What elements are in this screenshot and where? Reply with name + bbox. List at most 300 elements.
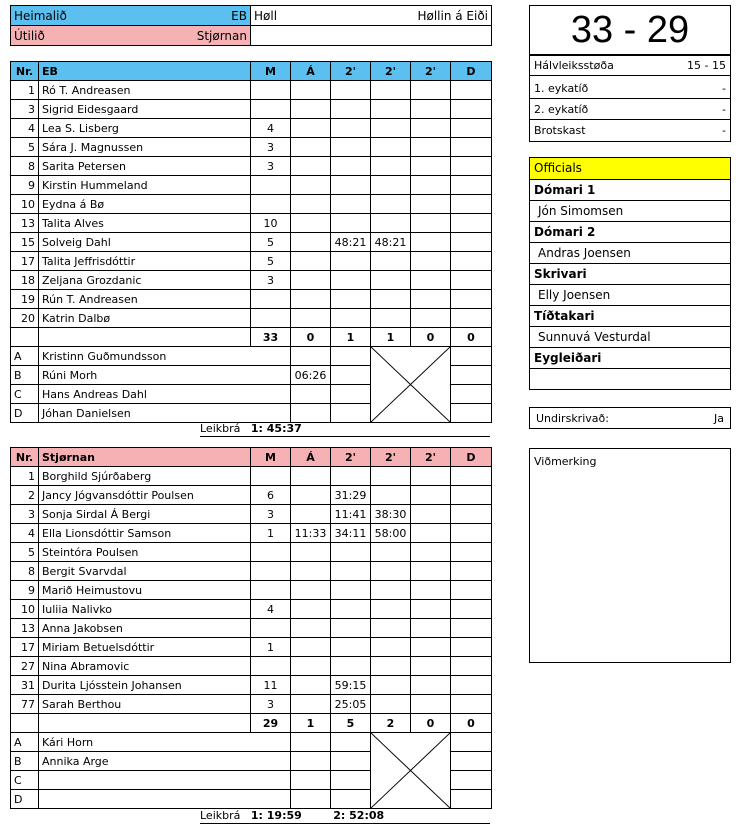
- away-team-table: [10, 447, 492, 809]
- signature-label: Undirskrivað:: [536, 411, 609, 425]
- official-name: Kristinn Guðmundsson: [39, 347, 291, 366]
- player-a: [291, 619, 331, 638]
- player-s3: [411, 81, 451, 100]
- player-row: [11, 486, 492, 505]
- player-s3: [411, 543, 451, 562]
- player-a: [291, 638, 331, 657]
- player-d: [451, 100, 492, 119]
- player-d: [451, 581, 492, 600]
- player-s2: [371, 252, 411, 271]
- player-s2: [371, 600, 411, 619]
- player-m: [251, 467, 291, 486]
- player-s2: [371, 486, 411, 505]
- total-a: 0: [291, 328, 331, 347]
- totals-blank: [11, 714, 39, 733]
- player-m: 3: [251, 505, 291, 524]
- col-nr: Nr.: [11, 448, 39, 467]
- player-name: Solveig Dahl: [39, 233, 251, 252]
- referee-role: Eygleiðari: [530, 348, 730, 369]
- player-d: [451, 195, 492, 214]
- player-s1: [331, 100, 371, 119]
- player-s3: [411, 619, 451, 638]
- player-m: 4: [251, 119, 291, 138]
- player-number: 9: [11, 581, 39, 600]
- player-name: Eydna á Bø: [39, 195, 251, 214]
- player-row: [11, 195, 492, 214]
- ot2-score: -: [722, 102, 726, 116]
- player-name: Bergit Svarvdal: [39, 562, 251, 581]
- player-s3: [411, 176, 451, 195]
- player-s1: [331, 157, 371, 176]
- player-a: [291, 233, 331, 252]
- referee-role: Tíðtakari: [530, 306, 730, 327]
- player-s1: [331, 543, 371, 562]
- player-name: Sarita Petersen: [39, 157, 251, 176]
- player-s1: 59:15: [331, 676, 371, 695]
- player-s1: 11:41: [331, 505, 371, 524]
- signature-box: [529, 407, 731, 429]
- referee-name: Andras Joensen: [530, 243, 730, 264]
- col-header: 2': [371, 62, 411, 81]
- player-d: [451, 524, 492, 543]
- player-m: [251, 100, 291, 119]
- official-a: [291, 790, 331, 809]
- referee-name: Sunnuvá Vesturdal: [530, 327, 730, 348]
- col-header: D: [451, 62, 492, 81]
- player-number: 13: [11, 619, 39, 638]
- player-m: [251, 619, 291, 638]
- player-name: Zeljana Grozdanic: [39, 271, 251, 290]
- player-a: [291, 695, 331, 714]
- player-number: 10: [11, 195, 39, 214]
- official-blank: [331, 385, 371, 404]
- player-name: Nina Abramovic: [39, 657, 251, 676]
- player-name: Kirstin Hummeland: [39, 176, 251, 195]
- player-d: [451, 486, 492, 505]
- player-s2: [371, 619, 411, 638]
- player-number: 5: [11, 138, 39, 157]
- player-d: [451, 252, 492, 271]
- away-timeout-2: 2: 52:08: [333, 809, 385, 822]
- referee-role: Skrivari: [530, 264, 730, 285]
- col-header: 2': [331, 448, 371, 467]
- match-info: [10, 5, 491, 46]
- player-s1: 34:11: [331, 524, 371, 543]
- player-s3: [411, 562, 451, 581]
- player-name: Iuliia Nalivko: [39, 600, 251, 619]
- official-code: D: [11, 790, 39, 809]
- player-m: [251, 543, 291, 562]
- player-m: [251, 81, 291, 100]
- player-row: [11, 138, 492, 157]
- official-blank: [451, 366, 492, 385]
- player-row: [11, 157, 492, 176]
- official-a: [291, 752, 331, 771]
- halftime-score: 15 - 15: [687, 59, 726, 72]
- player-number: 27: [11, 657, 39, 676]
- player-s1: 25:05: [331, 695, 371, 714]
- player-d: [451, 676, 492, 695]
- player-m: 3: [251, 695, 291, 714]
- col-nr: Nr.: [11, 62, 39, 81]
- col-header: D: [451, 448, 492, 467]
- player-s3: [411, 309, 451, 328]
- player-row: [11, 505, 492, 524]
- player-d: [451, 562, 492, 581]
- player-a: [291, 271, 331, 290]
- player-row: [11, 100, 492, 119]
- player-row: [11, 638, 492, 657]
- player-d: [451, 505, 492, 524]
- player-name: Anna Jakobsen: [39, 619, 251, 638]
- table-header: [11, 62, 492, 81]
- away-team-cell: [11, 26, 251, 46]
- player-m: [251, 562, 291, 581]
- official-name: Hans Andreas Dahl: [39, 385, 291, 404]
- player-a: [291, 195, 331, 214]
- player-m: [251, 657, 291, 676]
- col-header: 2': [331, 62, 371, 81]
- player-name: Borghild Sjúrðaberg: [39, 467, 251, 486]
- total-d: 0: [451, 328, 492, 347]
- player-row: [11, 81, 492, 100]
- official-a: [291, 771, 331, 790]
- total-m: 33: [251, 328, 291, 347]
- col-header: M: [251, 448, 291, 467]
- player-name: Durita Ljósstein Johansen: [39, 676, 251, 695]
- player-a: [291, 138, 331, 157]
- player-row: [11, 467, 492, 486]
- player-s3: [411, 233, 451, 252]
- official-code: D: [11, 404, 39, 423]
- official-code: A: [11, 733, 39, 752]
- player-m: [251, 581, 291, 600]
- player-s1: [331, 176, 371, 195]
- venue-label: Høll: [254, 8, 278, 23]
- official-blank: [331, 366, 371, 385]
- player-name: Talita Alves: [39, 214, 251, 233]
- player-s3: [411, 676, 451, 695]
- player-s3: [411, 271, 451, 290]
- player-d: [451, 119, 492, 138]
- player-row: [11, 119, 492, 138]
- player-s2: [371, 290, 411, 309]
- official-blank: [451, 733, 492, 752]
- player-number: 15: [11, 233, 39, 252]
- official-blank: [451, 790, 492, 809]
- player-m: [251, 176, 291, 195]
- player-s3: [411, 467, 451, 486]
- venue-cell: [251, 6, 492, 26]
- penalty-score: -: [722, 124, 726, 137]
- official-blank: [451, 347, 492, 366]
- official-code: B: [11, 366, 39, 385]
- player-s2: [371, 195, 411, 214]
- col-header: 2': [411, 448, 451, 467]
- player-s1: [331, 195, 371, 214]
- player-s3: [411, 505, 451, 524]
- player-row: [11, 581, 492, 600]
- official-blank: [331, 733, 371, 752]
- player-number: 9: [11, 176, 39, 195]
- official-blank: [331, 404, 371, 423]
- home-team-cell: [11, 6, 251, 26]
- player-s2: [371, 157, 411, 176]
- player-m: 4: [251, 600, 291, 619]
- player-s2: [371, 676, 411, 695]
- officials-box: [529, 157, 731, 390]
- player-s3: [411, 290, 451, 309]
- total-s2: 2: [371, 714, 411, 733]
- total-s1: 1: [331, 328, 371, 347]
- player-a: [291, 214, 331, 233]
- player-row: [11, 252, 492, 271]
- player-m: [251, 290, 291, 309]
- final-score: 33 - 29: [530, 6, 730, 56]
- player-number: 19: [11, 290, 39, 309]
- total-s3: 0: [411, 714, 451, 733]
- penalty-row: [530, 120, 730, 141]
- player-s2: [371, 176, 411, 195]
- player-row: [11, 524, 492, 543]
- player-d: [451, 467, 492, 486]
- referee-name: [530, 369, 730, 390]
- player-s3: [411, 214, 451, 233]
- empty-cell: [251, 26, 492, 46]
- official-blank: [331, 347, 371, 366]
- player-row: [11, 271, 492, 290]
- official-a: [291, 733, 331, 752]
- player-s3: [411, 638, 451, 657]
- player-a: [291, 176, 331, 195]
- player-number: 8: [11, 562, 39, 581]
- player-number: 17: [11, 252, 39, 271]
- halftime-label: Hálvleiksstøða: [534, 59, 614, 72]
- player-row: [11, 309, 492, 328]
- player-row: [11, 619, 492, 638]
- player-s1: [331, 214, 371, 233]
- player-m: 5: [251, 233, 291, 252]
- total-s3: 0: [411, 328, 451, 347]
- player-s3: [411, 600, 451, 619]
- col-header: 2': [371, 448, 411, 467]
- player-a: [291, 562, 331, 581]
- player-name: Sarah Berthou: [39, 695, 251, 714]
- player-s1: [331, 252, 371, 271]
- official-a: [291, 347, 331, 366]
- player-row: [11, 233, 492, 252]
- player-m: 1: [251, 638, 291, 657]
- player-row: [11, 676, 492, 695]
- home-timeout-label: Leikbrá: [200, 422, 241, 435]
- player-number: 5: [11, 543, 39, 562]
- player-a: [291, 252, 331, 271]
- player-m: 11: [251, 676, 291, 695]
- official-code: B: [11, 752, 39, 771]
- player-a: [291, 486, 331, 505]
- player-s3: [411, 138, 451, 157]
- official-code: A: [11, 347, 39, 366]
- player-d: [451, 309, 492, 328]
- player-name: Sigrid Eidesgaard: [39, 100, 251, 119]
- player-d: [451, 600, 492, 619]
- player-a: [291, 119, 331, 138]
- player-number: 4: [11, 119, 39, 138]
- ot2-row: [530, 99, 730, 120]
- col-header: Á: [291, 448, 331, 467]
- away-timeout-1: 1: 19:59: [250, 809, 302, 822]
- player-s2: [371, 100, 411, 119]
- player-number: 17: [11, 638, 39, 657]
- player-m: 6: [251, 486, 291, 505]
- official-name: Kári Horn: [39, 733, 291, 752]
- player-s1: [331, 600, 371, 619]
- player-a: [291, 309, 331, 328]
- official-name: Jóhan Danielsen: [39, 404, 291, 423]
- player-s1: [331, 619, 371, 638]
- ot1-score: -: [722, 81, 726, 95]
- player-a: 11:33: [291, 524, 331, 543]
- player-d: [451, 233, 492, 252]
- player-m: 5: [251, 252, 291, 271]
- player-m: [251, 195, 291, 214]
- player-row: [11, 695, 492, 714]
- referee-role: Dómari 1: [530, 180, 730, 201]
- player-number: 31: [11, 676, 39, 695]
- player-number: 4: [11, 524, 39, 543]
- player-s3: [411, 157, 451, 176]
- player-d: [451, 157, 492, 176]
- ot2-label: 2. eykatíð: [534, 102, 589, 116]
- player-number: 1: [11, 467, 39, 486]
- official-name: Annika Arge: [39, 752, 291, 771]
- signature-value: Ja: [714, 411, 724, 425]
- player-s1: [331, 638, 371, 657]
- player-d: [451, 290, 492, 309]
- player-a: [291, 81, 331, 100]
- player-d: [451, 176, 492, 195]
- player-a: [291, 505, 331, 524]
- totals-blank: [39, 714, 251, 733]
- penalty-label: Brotskast: [534, 124, 586, 137]
- player-s2: [371, 119, 411, 138]
- official-blank: [451, 752, 492, 771]
- player-a: [291, 100, 331, 119]
- player-s1: [331, 309, 371, 328]
- player-name: Steintóra Poulsen: [39, 543, 251, 562]
- player-name: Lea S. Lisberg: [39, 119, 251, 138]
- away-label: Útilið: [14, 28, 45, 43]
- player-s1: [331, 271, 371, 290]
- remarks-box: [529, 448, 731, 663]
- player-m: 3: [251, 271, 291, 290]
- away-timeouts: [200, 809, 490, 824]
- player-s2: 48:21: [371, 233, 411, 252]
- player-d: [451, 619, 492, 638]
- player-row: [11, 657, 492, 676]
- official-code: C: [11, 385, 39, 404]
- totals-row: [11, 714, 492, 733]
- player-number: 18: [11, 271, 39, 290]
- player-d: [451, 657, 492, 676]
- player-s1: [331, 657, 371, 676]
- player-s3: [411, 695, 451, 714]
- official-a: [291, 385, 331, 404]
- player-number: 3: [11, 505, 39, 524]
- official-blank: [331, 771, 371, 790]
- player-s3: [411, 119, 451, 138]
- total-a: 1: [291, 714, 331, 733]
- player-s2: [371, 581, 411, 600]
- col-header: M: [251, 62, 291, 81]
- player-name: Sonja Sirdal Á Bergi: [39, 505, 251, 524]
- player-s1: [331, 290, 371, 309]
- col-header: 2': [411, 62, 451, 81]
- player-s2: [371, 638, 411, 657]
- total-s2: 1: [371, 328, 411, 347]
- player-name: Jancy Jógvansdóttir Poulsen: [39, 486, 251, 505]
- player-a: [291, 157, 331, 176]
- home-timeout-1: 1: 45:37: [250, 422, 302, 435]
- player-number: 77: [11, 695, 39, 714]
- home-timeouts: [200, 422, 490, 437]
- referee-role: Dómari 2: [530, 222, 730, 243]
- player-row: [11, 562, 492, 581]
- crossed-cell: [371, 733, 451, 809]
- team-name: EB: [39, 62, 251, 81]
- referee-name: Jón Simomsen: [530, 201, 730, 222]
- official-blank: [451, 404, 492, 423]
- venue: Høllin á Eiði: [417, 8, 488, 23]
- home-label: Heimalið: [14, 8, 67, 23]
- player-s3: [411, 486, 451, 505]
- total-s1: 5: [331, 714, 371, 733]
- player-m: 10: [251, 214, 291, 233]
- player-d: [451, 214, 492, 233]
- player-s2: [371, 309, 411, 328]
- player-row: [11, 214, 492, 233]
- official-code: C: [11, 771, 39, 790]
- player-d: [451, 271, 492, 290]
- player-number: 8: [11, 157, 39, 176]
- team-official-row: [11, 347, 492, 366]
- official-blank: [331, 752, 371, 771]
- player-name: Ella Lionsdóttir Samson: [39, 524, 251, 543]
- player-s2: 38:30: [371, 505, 411, 524]
- totals-row: [11, 328, 492, 347]
- total-d: 0: [451, 714, 492, 733]
- player-name: Marið Heimustovu: [39, 581, 251, 600]
- player-d: [451, 138, 492, 157]
- official-a: 06:26: [291, 366, 331, 385]
- player-a: [291, 600, 331, 619]
- halftime-row: [530, 56, 730, 76]
- player-s1: [331, 467, 371, 486]
- team-name: Stjørnan: [39, 448, 251, 467]
- player-s3: [411, 581, 451, 600]
- away-timeout-label: Leikbrá: [200, 809, 241, 822]
- player-s2: 58:00: [371, 524, 411, 543]
- referee-list: [530, 180, 730, 390]
- player-s2: [371, 657, 411, 676]
- official-blank: [451, 385, 492, 404]
- player-name: Rún T. Andreasen: [39, 290, 251, 309]
- ot1-row: [530, 78, 730, 99]
- player-a: [291, 467, 331, 486]
- player-s2: [371, 214, 411, 233]
- away-team: Stjørnan: [196, 28, 247, 43]
- player-row: [11, 176, 492, 195]
